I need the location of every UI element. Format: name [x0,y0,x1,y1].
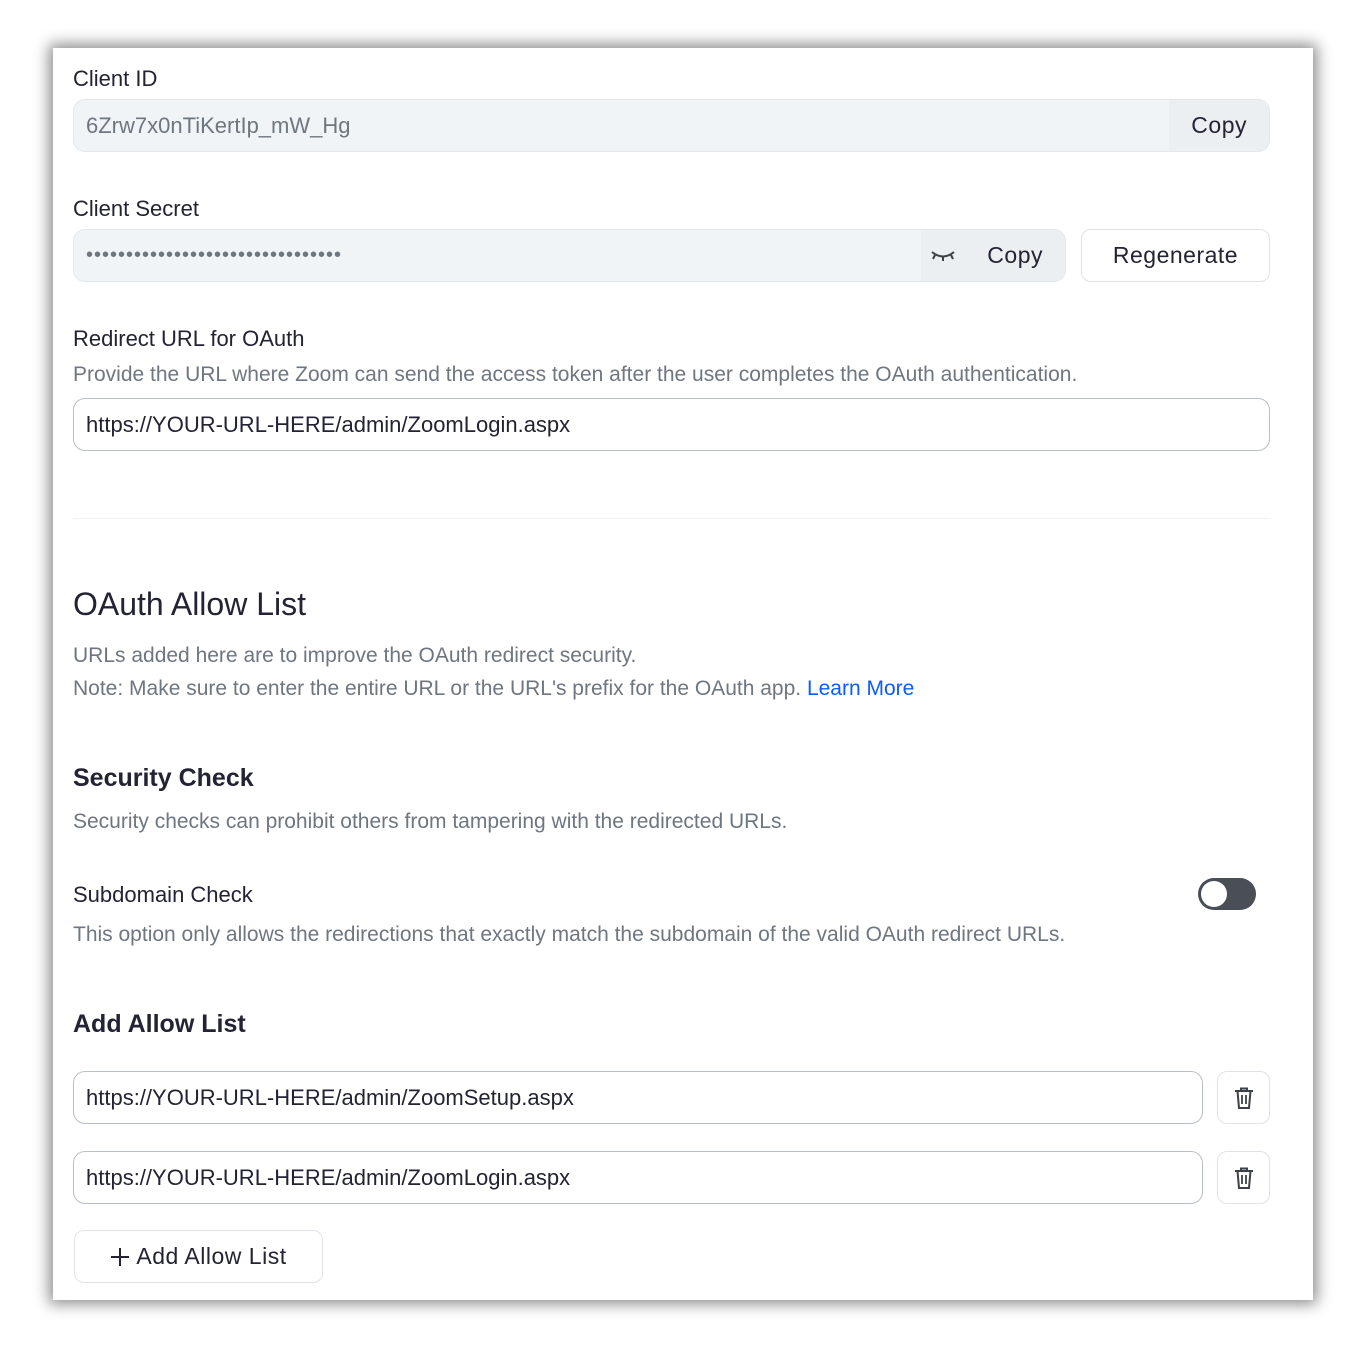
allow-list-entry-input-1[interactable] [73,1071,1203,1124]
eye-closed-icon[interactable] [921,230,965,281]
oauth-settings-card [53,48,1313,1300]
learn-more-link[interactable]: Learn More [806,677,915,700]
trash-icon [1233,1166,1255,1190]
delete-entry-button-2[interactable] [1217,1151,1270,1204]
toggle-knob [1201,881,1227,907]
redirect-url-input[interactable] [73,398,1270,451]
client-secret-value: •••••••••••••••••••••••••••••••• [86,244,343,266]
redirect-url-value: https://YOUR-URL-HERE/admin/ZoomLogin.aspx [86,411,571,437]
oauth-allow-list-note-text: Note: Make sure to enter the entire URL or the URL's prefix for the OAuth app. [73,677,802,700]
oauth-allow-list-title: OAuth Allow List [73,586,306,622]
delete-entry-button-1[interactable] [1217,1071,1270,1124]
client-id-value: 6Zrw7x0nTiKertIp_mW_Hg [86,112,351,138]
redirect-url-helper: Provide the URL where Zoom can send the access token after the user completes the OAuth authentication. [73,363,1078,386]
security-check-title: Security Check [73,764,254,792]
allow-list-entry-value-2: https://YOUR-URL-HERE/admin/ZoomLogin.aspx [86,1164,571,1190]
client-id-copy-button[interactable]: Copy [1169,100,1269,151]
client-secret-copy-button[interactable]: Copy [965,230,1065,281]
add-allow-list-title: Add Allow List [73,1010,246,1038]
plus-icon [110,1247,130,1267]
client-id-field [73,99,1270,152]
oauth-allow-list-description: URLs added here are to improve the OAuth redirect security. [73,644,637,667]
client-id-label: Client ID [73,66,158,91]
oauth-allow-list-note [73,677,914,701]
section-divider [73,518,1270,519]
subdomain-check-label: Subdomain Check [73,882,253,907]
security-check-description: Security checks can prohibit others from tampering with the redirected URLs. [73,810,788,833]
client-secret-label: Client Secret [73,196,199,221]
allow-list-entry-value-1: https://YOUR-URL-HERE/admin/ZoomSetup.aspx [86,1084,574,1110]
subdomain-check-description: This option only allows the redirections that exactly match the subdomain of the valid OAuth redirect URLs. [73,923,1066,946]
add-allow-list-button-label: Add Allow List [136,1243,287,1269]
add-allow-list-button[interactable] [74,1230,323,1283]
allow-list-entry-input-2[interactable] [73,1151,1203,1204]
regenerate-button[interactable]: Regenerate [1081,229,1270,282]
redirect-url-label: Redirect URL for OAuth [73,326,305,351]
subdomain-check-toggle[interactable] [1198,878,1256,910]
client-secret-field [73,229,1066,282]
trash-icon [1233,1086,1255,1110]
